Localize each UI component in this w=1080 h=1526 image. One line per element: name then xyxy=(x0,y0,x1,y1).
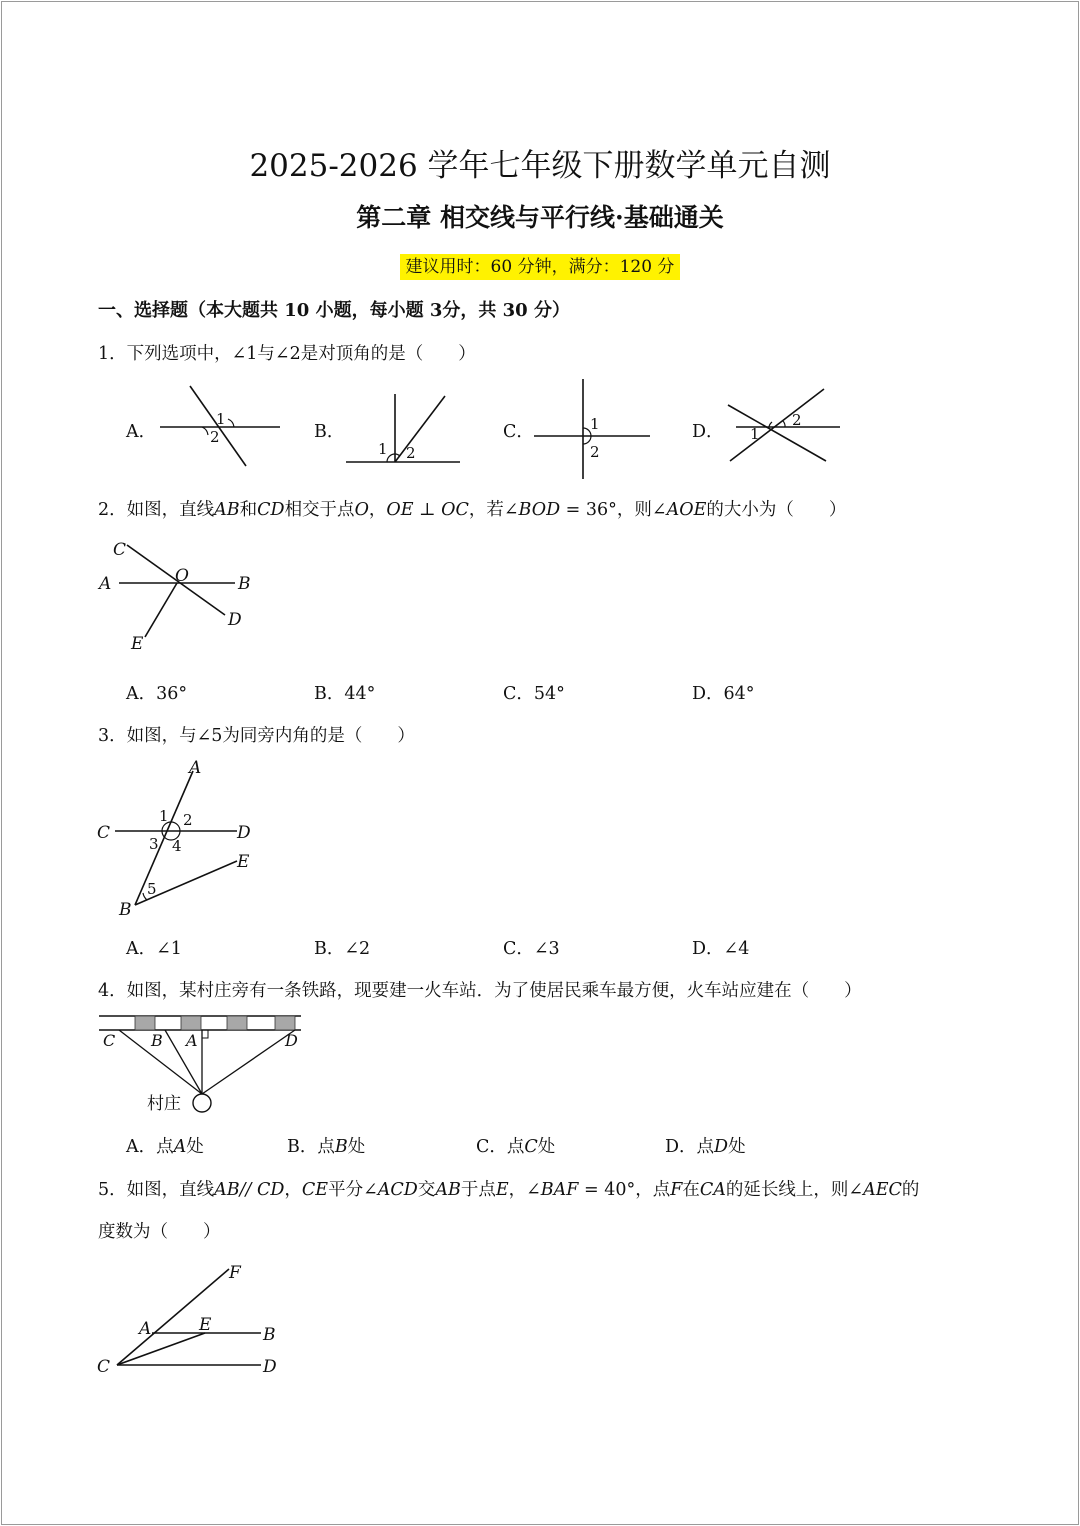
q5-label-b: B xyxy=(263,1325,276,1345)
q1c-label-1: 1 xyxy=(590,415,600,433)
q1-figure-c xyxy=(530,375,660,485)
q2-label-d: D xyxy=(228,610,242,630)
q4-label-a: A xyxy=(186,1031,198,1050)
q2-label-o: O xyxy=(175,566,189,586)
q3-label-5: 5 xyxy=(147,880,157,898)
q5-label-f: F xyxy=(229,1263,241,1283)
question-2-stem: 2．如图，直线AB和CD相交于点O，OE ⊥ OC，若∠BOD = 36°，则∠AOE的大小为（ ） xyxy=(98,500,847,520)
q1-figure-a xyxy=(150,380,290,480)
section-heading: 一、选择题（本大题共 10 小题，每小题 3分，共 30 分） xyxy=(98,300,570,321)
q4-label-d: D xyxy=(285,1031,298,1050)
q5-label-a: A xyxy=(139,1319,152,1339)
q2-option-c: C．54° xyxy=(503,684,565,704)
q4-label-b: B xyxy=(151,1031,163,1050)
q5-label-c: C xyxy=(97,1357,111,1377)
q2-option-d: D．64° xyxy=(692,684,755,704)
q3-label-c: C xyxy=(97,823,111,843)
q3-option-d: D．∠4 xyxy=(692,939,750,959)
q1-figure-d xyxy=(722,385,852,475)
q3-label-d: D xyxy=(237,823,251,843)
question-1-stem: 1．下列选项中，∠1与∠2是对顶角的是（ ） xyxy=(98,344,476,364)
q1-option-a: A． xyxy=(126,422,157,442)
q2-label-b: B xyxy=(238,574,251,594)
question-4-stem: 4．如图，某村庄旁有一条铁路，现要建一火车站．为了使居民乘车最方便，火车站应建在（ ） xyxy=(98,981,862,1001)
q1-option-b: B． xyxy=(314,422,345,442)
q1a-label-2: 2 xyxy=(210,428,220,446)
q2-label-e: E xyxy=(131,634,144,654)
q5-label-e: E xyxy=(199,1315,212,1335)
q1d-label-2: 2 xyxy=(792,411,802,429)
page-title: 2025-2026 学年七年级下册数学单元自测 xyxy=(249,148,831,184)
q4-label-village: 村庄 xyxy=(147,1094,181,1114)
q1c-label-2: 2 xyxy=(590,443,600,461)
q1-option-d: D． xyxy=(692,422,724,442)
q3-option-a: A．∠1 xyxy=(126,939,182,959)
q5-label-d: D xyxy=(263,1357,277,1377)
q4-option-c: C．点C处 xyxy=(476,1137,556,1157)
q2-option-a: A．36° xyxy=(126,684,188,704)
q4-label-c: C xyxy=(103,1031,116,1050)
q2-figure xyxy=(95,535,265,660)
q3-label-1: 1 xyxy=(159,807,169,825)
q4-option-d: D．点D处 xyxy=(665,1137,746,1157)
q1d-label-1: 1 xyxy=(750,425,760,443)
q3-label-b: B xyxy=(119,900,132,920)
q3-label-4: 4 xyxy=(172,837,182,855)
q1b-label-1: 1 xyxy=(378,440,388,458)
time-info-highlight: 建议用时：60 分钟，满分：120 分 xyxy=(400,254,681,280)
q3-label-2: 2 xyxy=(183,811,193,829)
q4-figure xyxy=(95,1010,315,1120)
q1b-label-2: 2 xyxy=(406,444,416,462)
q2-label-c: C xyxy=(113,540,127,560)
q3-option-b: B．∠2 xyxy=(314,939,371,959)
question-5-stem: 5．如图，直线AB// CD，CE平分∠ACD交AB于点E，∠BAF = 40°，点F在CA的延长线上，则∠AEC的 xyxy=(98,1180,920,1200)
q3-label-a: A xyxy=(189,758,202,778)
chapter-subtitle: 第二章 相交线与平行线·基础通关 xyxy=(356,203,724,232)
q3-label-3: 3 xyxy=(149,835,159,853)
time-info-wrap xyxy=(0,252,1080,277)
q4-option-a: A．点A处 xyxy=(126,1137,204,1157)
q3-label-e: E xyxy=(237,852,250,872)
q1a-label-1: 1 xyxy=(216,410,226,428)
q3-figure xyxy=(95,755,275,925)
q2-label-a: A xyxy=(99,574,112,594)
q1-figure-b xyxy=(340,380,470,470)
question-3-stem: 3．如图，与∠5为同旁内角的是（ ） xyxy=(98,726,415,746)
q2-option-b: B．44° xyxy=(314,684,376,704)
q4-option-b: B．点B处 xyxy=(287,1137,366,1157)
q5-figure xyxy=(95,1260,295,1385)
question-5-stem-line2: 度数为（ ） xyxy=(98,1222,221,1242)
q3-option-c: C．∠3 xyxy=(503,939,560,959)
q1-option-c: C． xyxy=(503,422,534,442)
